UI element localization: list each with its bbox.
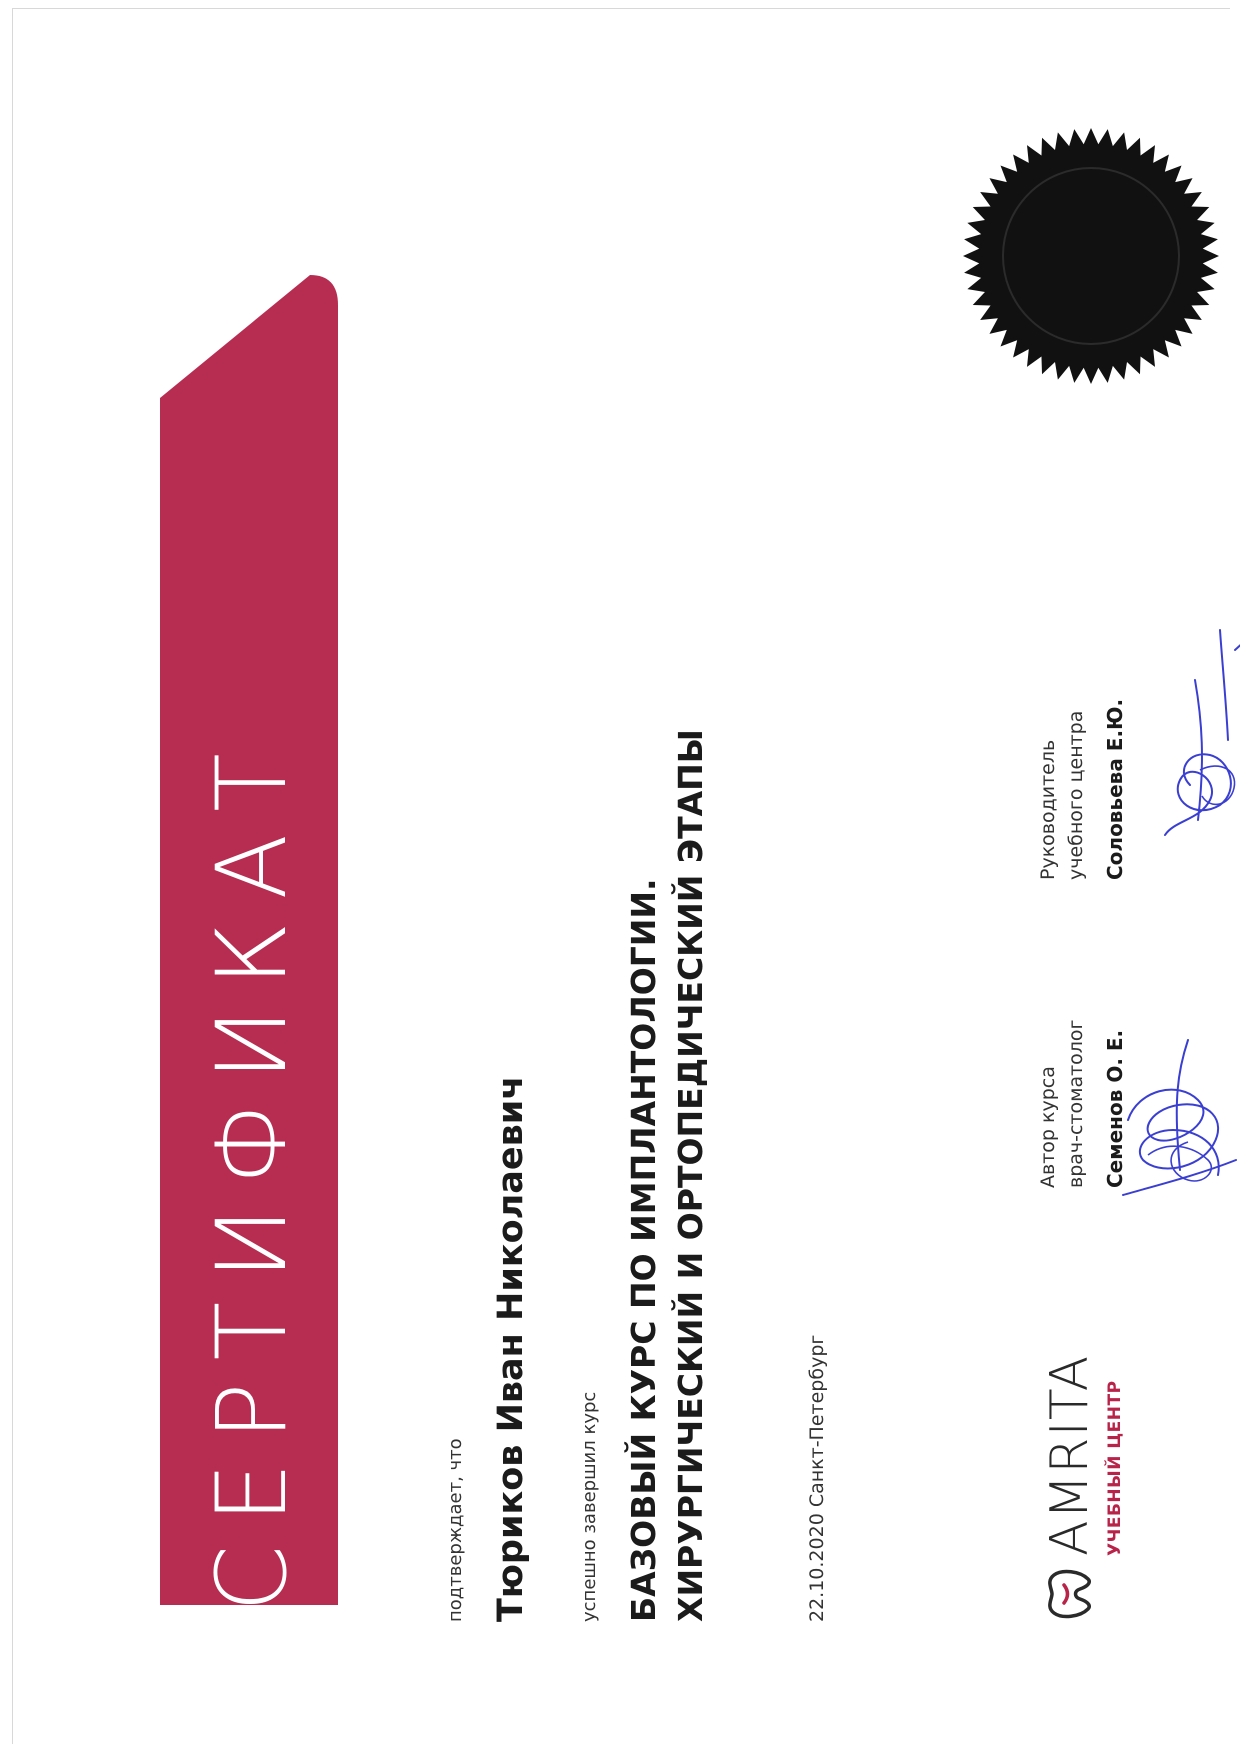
head-role-line2: учебного центра bbox=[1065, 710, 1087, 880]
date-place: 22.10.2020 Санкт-Петербург bbox=[806, 1334, 828, 1622]
author-role-line2: врач-стоматолог bbox=[1065, 1019, 1087, 1188]
course-title bbox=[620, 729, 714, 1622]
certificate-title: СЕРТИФИКАТ bbox=[196, 731, 308, 1612]
head-signature bbox=[1150, 620, 1240, 870]
seal-icon bbox=[960, 125, 1222, 387]
logo-name: AMRITA bbox=[1040, 1354, 1100, 1556]
recipient-name: Тюриков Иван Николаевич bbox=[491, 1075, 531, 1622]
author-name: Семенов О. Е. bbox=[1103, 1029, 1127, 1188]
course-title-line1: БАЗОВЫЙ КУРС ПО ИМПЛАНТОЛОГИИ. bbox=[624, 878, 663, 1622]
confirms-text: подтверждает, что bbox=[445, 1438, 466, 1622]
logo-subtitle: УЧЕБНЫЙ ЦЕНТР bbox=[1105, 1380, 1125, 1556]
head-role-line1: Руководитель bbox=[1037, 739, 1059, 880]
author-role-line1: Автор курса bbox=[1037, 1066, 1059, 1188]
head-name: Соловьева Е.Ю. bbox=[1103, 698, 1127, 880]
course-title-line2: ХИРУРГИЧЕСКИЙ И ОРТОПЕДИЧЕСКИЙ ЭТАПЫ bbox=[671, 729, 710, 1622]
completed-text: успешно завершил курс bbox=[579, 1391, 600, 1622]
tooth-logo-icon bbox=[1040, 1565, 1098, 1623]
author-signature bbox=[1118, 970, 1240, 1210]
